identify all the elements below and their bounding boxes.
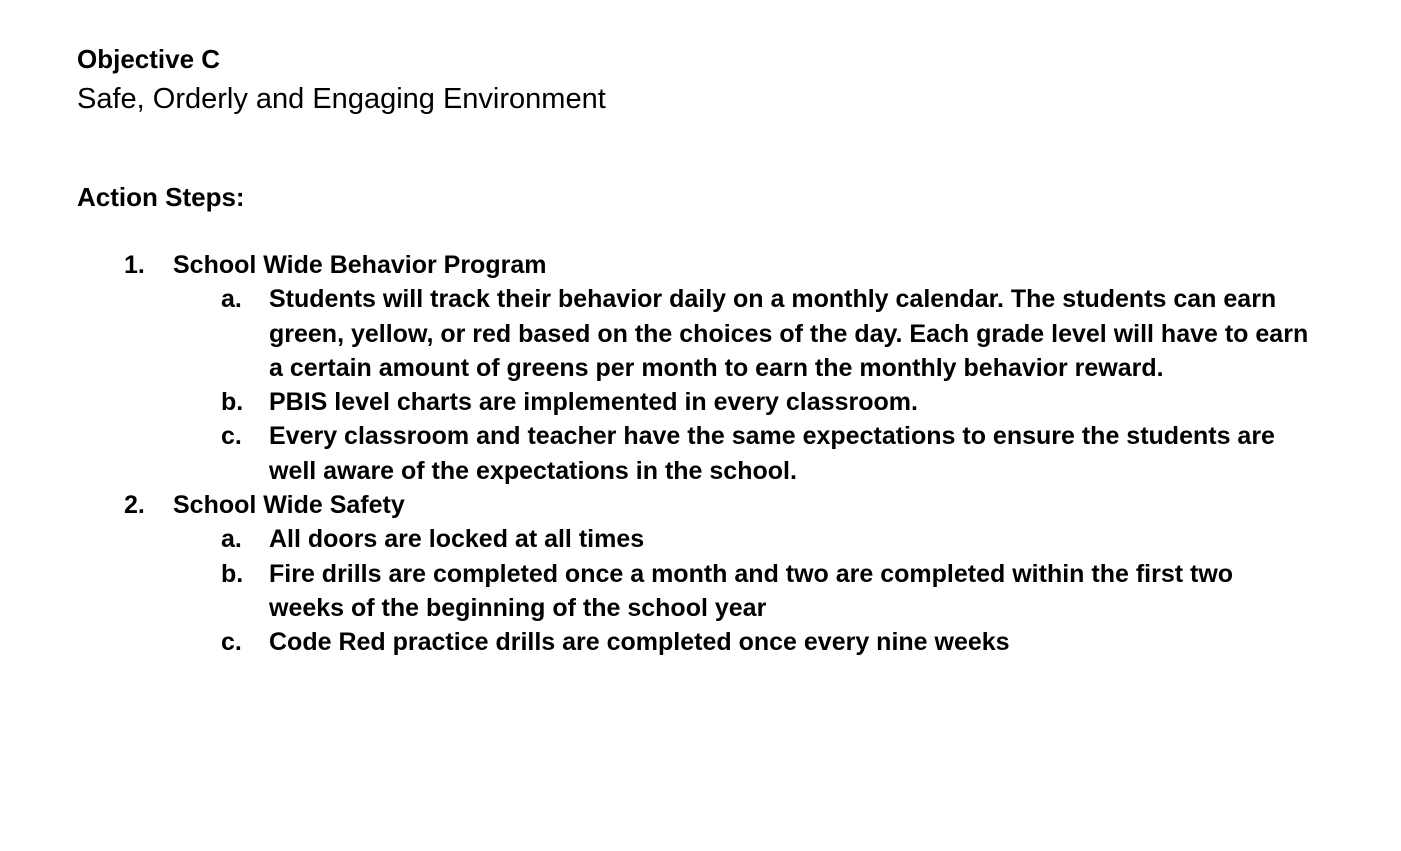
step-title: School Wide Behavior Program	[173, 251, 547, 279]
sub-item-letter: c.	[221, 422, 242, 451]
sub-list-item	[0, 557, 1401, 626]
objective-title: Safe, Orderly and Engaging Environment	[77, 83, 606, 115]
sub-list-item	[0, 282, 1401, 385]
list-item	[0, 488, 1401, 522]
action-steps-list	[0, 248, 1401, 660]
objective-label: Objective C	[77, 44, 221, 74]
sub-list-item	[0, 419, 1401, 488]
sub-item-text: Every classroom and teacher have the same expectations to ensure the students are well aware of the expectations in the school.	[269, 422, 1275, 485]
sub-item-text: All doors are locked at all times	[269, 525, 645, 554]
sub-list-item	[0, 625, 1401, 659]
sub-list-item	[0, 385, 1401, 419]
step-title: School Wide Safety	[173, 491, 405, 520]
step-number: 1.	[124, 251, 145, 279]
sub-item-letter: c.	[221, 628, 242, 657]
sub-item-text: Students will track their behavior daily on a monthly calendar. The students can earn green, yellow, or red based on the choices of the day. Each grade level will have to earn a certain amount of greens per month to earn the monthly behavior reward.	[269, 285, 1309, 382]
sub-item-text: PBIS level charts are implemented in every classroom.	[269, 388, 918, 417]
sub-item-letter: a.	[221, 285, 242, 314]
sub-item-letter: a.	[221, 525, 242, 554]
action-steps-heading: Action Steps:	[77, 182, 245, 212]
sub-item-text: Fire drills are completed once a month and two are completed within the first two weeks of the beginning of the school year	[269, 559, 1234, 622]
sub-item-text: Code Red practice drills are completed once every nine weeks	[269, 628, 1010, 657]
sub-list-item	[0, 522, 1401, 556]
list-item	[0, 248, 1401, 282]
step-number: 2.	[124, 491, 145, 520]
sub-item-letter: b.	[221, 559, 244, 588]
sub-item-letter: b.	[221, 388, 244, 417]
